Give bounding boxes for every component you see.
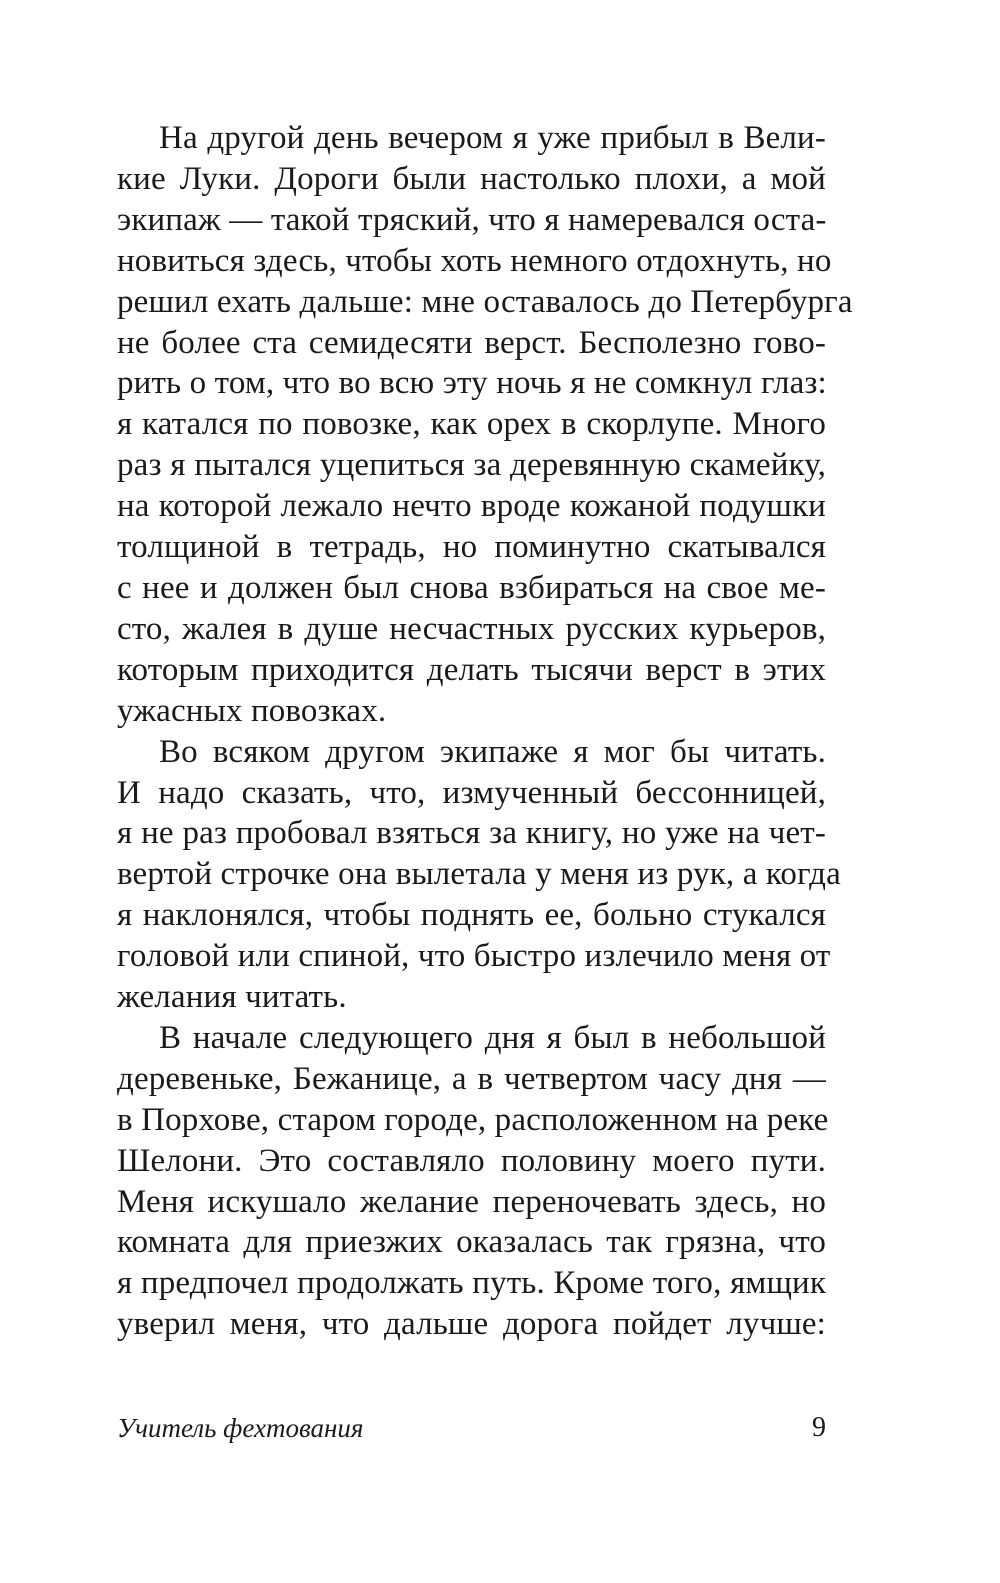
text-line: И надо сказать, что, измученный бессонницей, xyxy=(117,774,826,811)
text-line: рить о том, что во всю эту ночь я не сомкнул глаз: xyxy=(117,365,827,402)
text-line: новиться здесь, чтобы хоть немного отдохнуть, но xyxy=(117,242,832,279)
paragraph-3 xyxy=(117,1018,829,1345)
text-line: На другой день вечером я уже прибыл в Вели- xyxy=(159,120,826,156)
text-line: Во всяком другом экипаже я мог бы читать. xyxy=(159,733,826,770)
text-line: которым приходится делать тысячи верст в этих xyxy=(117,651,826,688)
text-line: толщиной в тетрадь, но поминутно скатывался xyxy=(117,529,826,566)
paragraph-1 xyxy=(117,118,853,732)
text-line: комната для приезжих оказалась так грязна, что xyxy=(117,1224,826,1261)
text-line: головой или спиной, что быстро излечило меня от xyxy=(117,938,831,975)
text-line: я наклонялся, чтобы поднять ее, больно стукался xyxy=(117,897,826,934)
text-line: В начале следующего дня я был в небольшой xyxy=(159,1019,826,1056)
text-line: желания читать. xyxy=(117,979,347,1016)
text-line: вертой строчке она вылетала у меня из рук, а когда xyxy=(117,856,841,893)
text-line: с нее и должен был снова взбираться на свое ме- xyxy=(117,569,826,606)
paragraph-2 xyxy=(117,732,841,1018)
text-line: экипаж — такой тряский, что я намеревался оста- xyxy=(117,201,827,238)
text-line: я не раз пробовал взяться за книгу, но уже на чет- xyxy=(117,815,826,852)
body-text xyxy=(117,118,853,1345)
text-line: ужасных повозках. xyxy=(117,692,387,729)
text-line: я катался по повозке, как орех в скорлупе. Много xyxy=(117,406,826,443)
text-line: кие Луки. Дороги были настолько плохи, а мой xyxy=(117,160,826,197)
text-line: Меня искушало желание переночевать здесь, но xyxy=(117,1183,826,1220)
running-title: Учитель фехтования xyxy=(117,1413,364,1443)
text-line: деревеньке, Бежанице, а в четвертом часу дня — xyxy=(117,1060,826,1097)
text-line: уверил меня, что дальше дорога пойдет лучше: xyxy=(117,1306,826,1343)
text-line: я предпочел продолжать путь. Кроме того, ямщик xyxy=(117,1265,826,1302)
page-number: 9 xyxy=(812,1412,826,1443)
text-line: Шелони. Это составляло половину моего пути. xyxy=(117,1142,826,1179)
text-line: на которой лежало нечто вроде кожаной подушки xyxy=(117,488,826,525)
text-line: в Порхове, старом городе, расположенном на реке xyxy=(117,1101,829,1138)
text-line: решил ехать дальше: мне оставалось до Петербурга xyxy=(117,283,853,320)
page-footer xyxy=(117,1410,826,1450)
text-line: сто, жалея в душе несчастных русских курьеров, xyxy=(117,610,826,647)
text-line: не более ста семидесяти верст. Бесполезно гово- xyxy=(117,324,826,361)
text-line: раз я пытался уцепиться за деревянную скамейку, xyxy=(117,447,826,484)
